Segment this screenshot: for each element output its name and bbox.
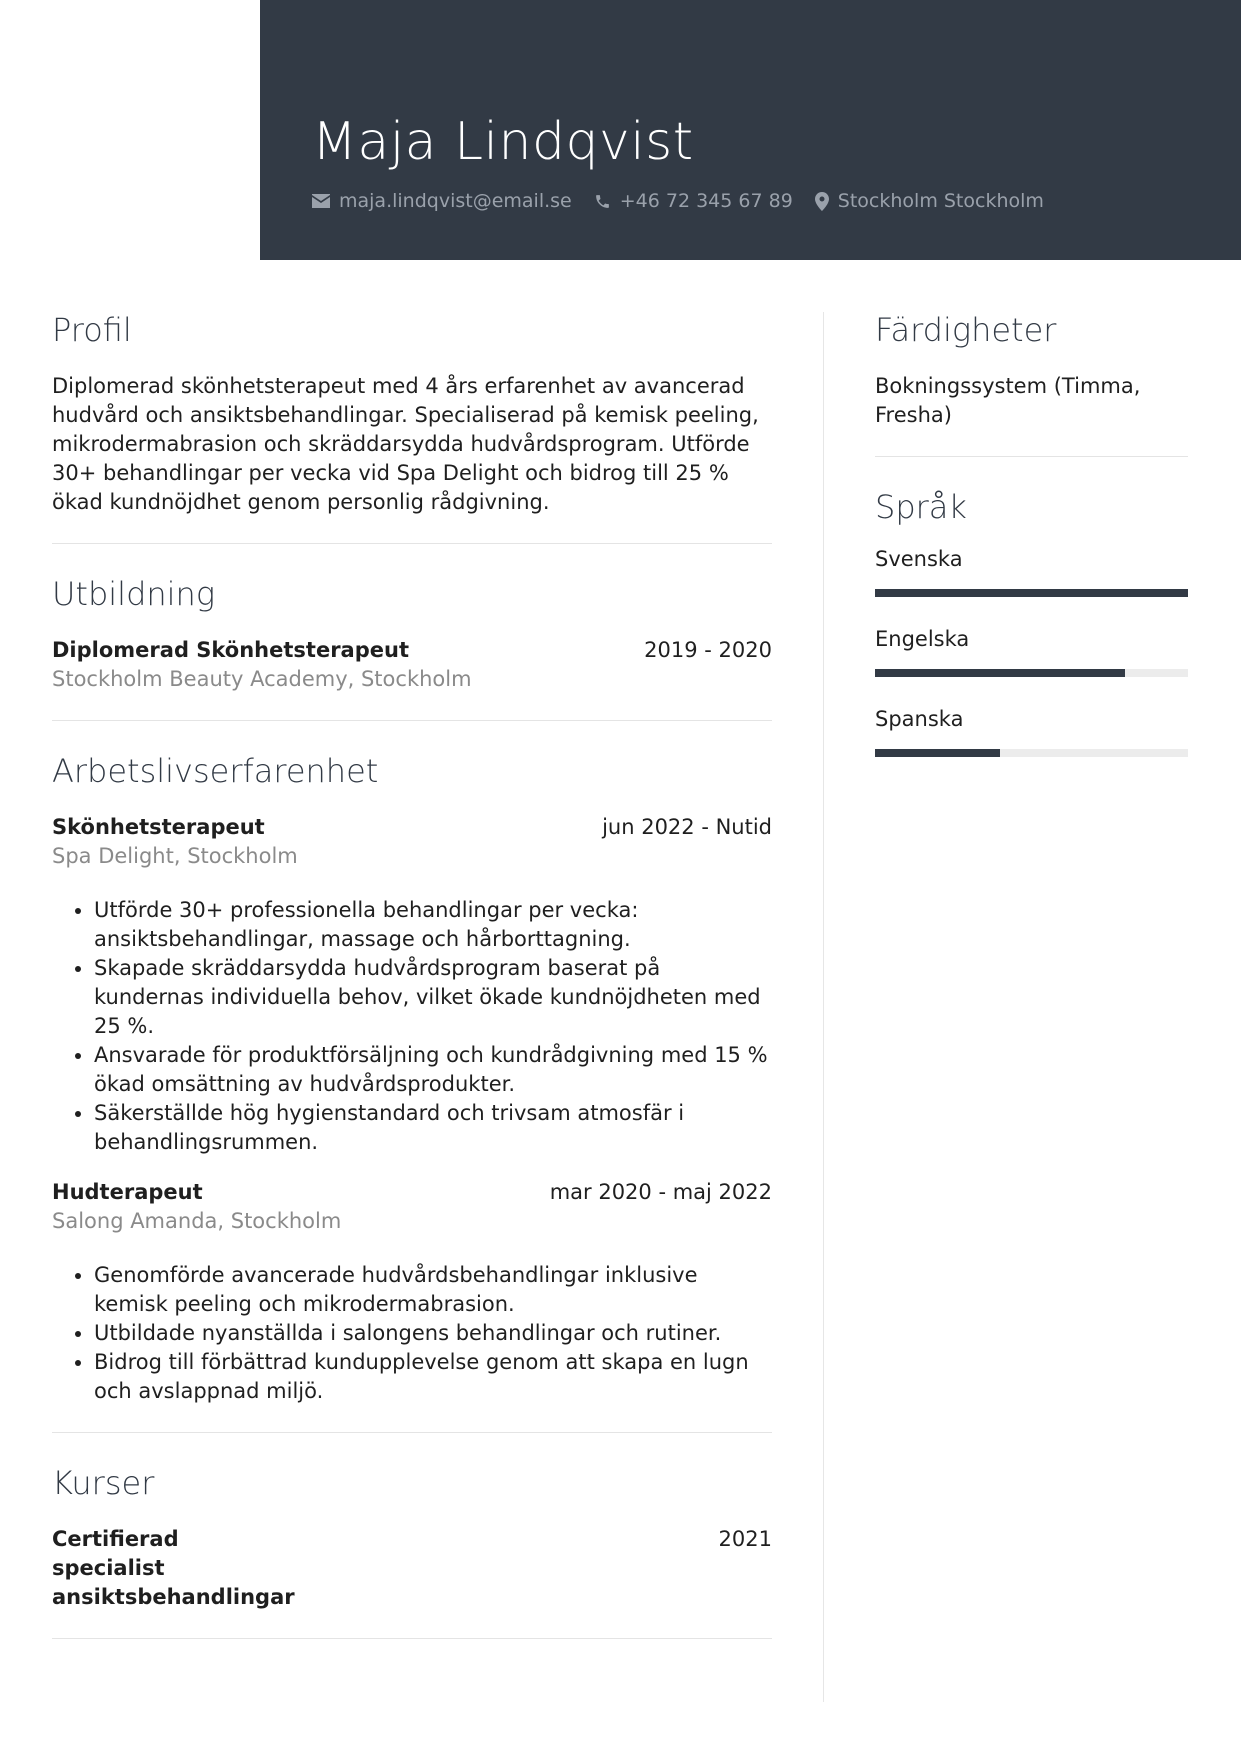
language-name: Spanska — [875, 707, 964, 731]
list-item: • Bidrog till förbättrad kundupplevelse genom att skapa en lugn och avslappnad miljö. — [94, 1348, 772, 1406]
job-bullets — [52, 1261, 772, 1406]
list-item: • Utbildade nyanställda i salongens behandlingar och rutiner. — [94, 1319, 772, 1348]
course-title: Certifierad specialist ansiktsbehandlingar — [52, 1527, 295, 1609]
contact-row — [312, 190, 1066, 212]
phone-icon — [594, 193, 611, 210]
job-date: jun 2022 - Nutid — [602, 815, 772, 839]
list-item: • Skapade skräddarsydda hudvårdsprogram baserat på kundernas individuella behov, vilket ökade kundnöjdheten med 25 %. — [94, 954, 772, 1041]
language-level-bar — [875, 749, 1188, 757]
education-section — [52, 574, 772, 694]
language-level-bar — [875, 669, 1188, 677]
location-text: Stockholm Stockholm — [837, 190, 1044, 212]
list-item: • Säkerställde hög hygienstandard och trivsam atmosfär i behandlingsrummen. — [94, 1099, 772, 1157]
sidebar-column — [875, 310, 1188, 785]
languages-section — [875, 487, 1188, 757]
courses-title: Kurser — [52, 1464, 155, 1502]
list-item: • Ansvarade för produktförsäljning och kundrådgivning med 15 % ökad omsättning av hudvårdsprodukter. — [94, 1041, 772, 1099]
language-level-fill — [875, 749, 1000, 757]
job-date: mar 2020 - maj 2022 — [549, 1180, 772, 1204]
education-date: 2019 - 2020 — [644, 638, 772, 662]
language-item — [875, 625, 1188, 677]
language-item — [875, 545, 1188, 597]
phone-text: +46 72 345 67 89 — [619, 190, 793, 212]
experience-entry — [52, 813, 772, 1157]
language-level-bar — [875, 589, 1188, 597]
section-divider — [52, 720, 772, 721]
candidate-name: Maja Lindqvist — [312, 112, 694, 172]
languages-title: Språk — [875, 488, 967, 526]
job-title: Skönhetsterapeut — [52, 815, 265, 839]
email-text: maja.lindqvist@email.se — [339, 190, 572, 212]
skills-section — [875, 310, 1188, 430]
courses-section — [52, 1463, 772, 1612]
education-title: Utbildning — [52, 575, 216, 613]
job-bullets — [52, 896, 772, 1157]
location-contact — [815, 190, 1044, 212]
profile-title: Profil — [52, 311, 132, 349]
language-name: Engelska — [875, 627, 970, 651]
skill-item: Bokningssystem (Timma, Fresha) — [875, 374, 1141, 427]
profile-text: Diplomerad skönhetsterapeut med 4 års erfarenhet av avancerad hudvård och ansiktsbehandlingar. Specialiserad på kemisk peeling, mikrodermabrasion och skräddarsydda hudvårdsprogram. Utförde 30+ behandlingar per vecka vid Spa Delight och bidrog till 25 % ökad kundnöjdhet genom personlig rådgivning. — [52, 374, 759, 514]
column-divider — [823, 312, 824, 1702]
job-employer: Salong Amanda, Stockholm — [52, 1209, 342, 1233]
experience-section — [52, 751, 772, 1406]
language-item — [875, 705, 1188, 757]
language-name: Svenska — [875, 547, 963, 571]
language-level-fill — [875, 669, 1125, 677]
header-banner — [260, 0, 1241, 260]
list-item: • Utförde 30+ professionella behandlingar per vecka: ansiktsbehandlingar, massage och hårborttagning. — [94, 896, 772, 954]
experience-entry — [52, 1178, 772, 1406]
envelope-icon — [312, 194, 330, 208]
education-entry — [52, 636, 772, 694]
education-degree: Diplomerad Skönhetsterapeut — [52, 638, 409, 662]
list-item: • Genomförde avancerade hudvårdsbehandlingar inklusive kemisk peeling och mikrodermabrasion. — [94, 1261, 772, 1319]
job-title: Hudterapeut — [52, 1180, 203, 1204]
email-contact[interactable] — [312, 190, 572, 212]
section-divider — [52, 1638, 772, 1639]
main-column — [52, 310, 772, 1639]
section-divider — [875, 456, 1188, 457]
job-employer: Spa Delight, Stockholm — [52, 844, 298, 868]
course-date: 2021 — [718, 1527, 772, 1551]
map-pin-icon — [815, 192, 829, 211]
course-entry — [52, 1525, 772, 1612]
section-divider — [52, 543, 772, 544]
skills-title: Färdigheter — [875, 311, 1057, 349]
phone-contact[interactable] — [594, 190, 793, 212]
language-level-fill — [875, 589, 1188, 597]
section-divider — [52, 1432, 772, 1433]
education-school: Stockholm Beauty Academy, Stockholm — [52, 667, 472, 691]
profile-section — [52, 310, 772, 517]
experience-title: Arbetslivserfarenhet — [52, 752, 379, 790]
